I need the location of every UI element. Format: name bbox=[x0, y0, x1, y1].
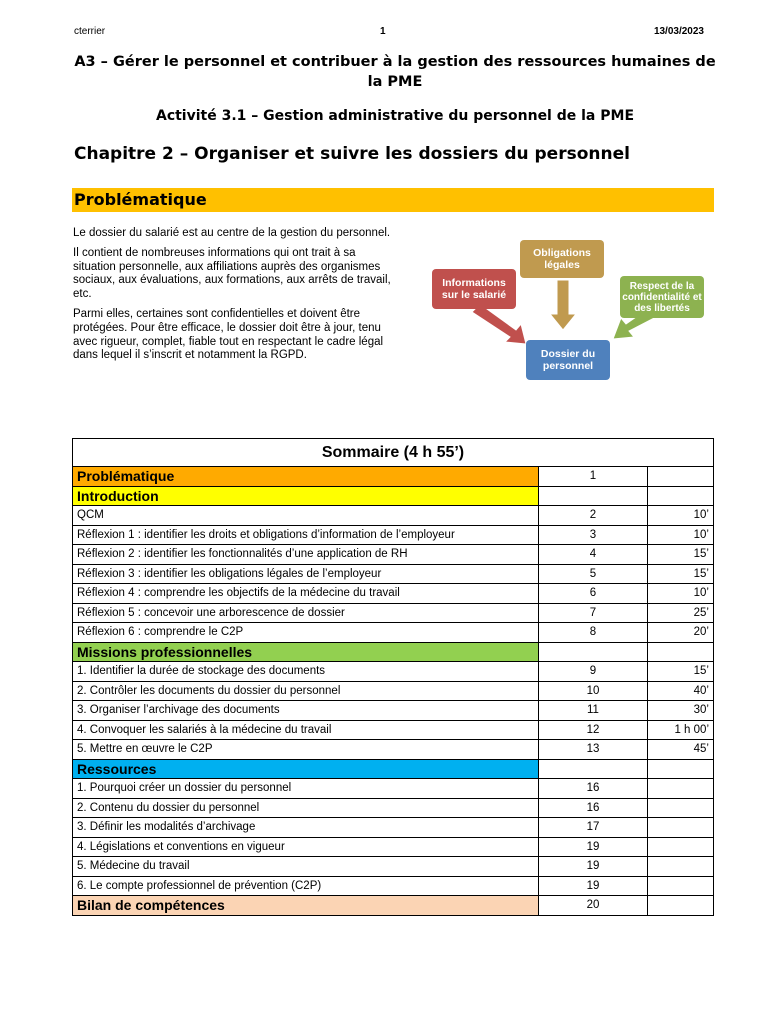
box-respect bbox=[620, 276, 704, 318]
section-row-ressources bbox=[73, 759, 714, 779]
table-row bbox=[73, 837, 714, 857]
section-label: Bilan de compétences bbox=[73, 896, 539, 916]
row-label: Réflexion 5 : concevoir une arborescence de dossier bbox=[73, 603, 539, 623]
section-row-missions bbox=[73, 642, 714, 662]
sommaire-title: Sommaire (4 h 55’) bbox=[73, 439, 714, 467]
row-page: 3 bbox=[539, 525, 648, 545]
row-label: Réflexion 2 : identifier les fonctionnalités d’une application de RH bbox=[73, 545, 539, 565]
table-row bbox=[73, 662, 714, 682]
row-page: 19 bbox=[539, 837, 648, 857]
dossier-diagram bbox=[420, 236, 720, 386]
section-row-introduction bbox=[73, 486, 714, 506]
row-duration: 15’ bbox=[648, 662, 714, 682]
row-page: 19 bbox=[539, 857, 648, 877]
section-duration bbox=[648, 486, 714, 506]
row-label: 1. Identifier la durée de stockage des documents bbox=[73, 662, 539, 682]
row-page: 13 bbox=[539, 740, 648, 760]
table-row bbox=[73, 818, 714, 838]
row-duration bbox=[648, 818, 714, 838]
row-duration: 10’ bbox=[648, 525, 714, 545]
section-label: Problématique bbox=[73, 467, 539, 487]
sommaire-table bbox=[72, 438, 714, 916]
section-duration bbox=[648, 759, 714, 779]
header-date: 13/03/2023 bbox=[653, 26, 704, 37]
header-page-number: 1 bbox=[380, 26, 386, 37]
section-page bbox=[539, 759, 648, 779]
table-row bbox=[73, 876, 714, 896]
arrow-info bbox=[472, 304, 526, 344]
row-duration: 40’ bbox=[648, 681, 714, 701]
row-page: 7 bbox=[539, 603, 648, 623]
section-page bbox=[539, 642, 648, 662]
row-label: 6. Le compte professionnel de prévention (C2P) bbox=[73, 876, 539, 896]
problematique-banner bbox=[72, 188, 714, 212]
row-page: 2 bbox=[539, 506, 648, 526]
row-duration: 10’ bbox=[648, 506, 714, 526]
table-row bbox=[73, 681, 714, 701]
section-duration bbox=[648, 642, 714, 662]
row-duration: 1 h 00’ bbox=[648, 720, 714, 740]
box-dossier-label: Dossier du personnel bbox=[540, 348, 596, 372]
table-row bbox=[73, 779, 714, 799]
table-row bbox=[73, 584, 714, 604]
intro-paragraph-1: Le dossier du salarié est au centre de la gestion du personnel. bbox=[73, 227, 391, 239]
row-duration: 25’ bbox=[648, 603, 714, 623]
row-page: 16 bbox=[539, 779, 648, 799]
box-obligations bbox=[520, 240, 604, 278]
intro-paragraph-3: Parmi elles, certaines sont confidentielles et doivent être protégées. Pour être efficace, le dossier doit être à jour, tenu avec rigueur, complet, fiable tout en respectant le cadre légal dans lequel il s’inscrit et notamment la RGPD. bbox=[73, 307, 384, 362]
row-label: Réflexion 1 : identifier les droits et obligations d’information de l’employeur bbox=[73, 525, 539, 545]
table-row bbox=[73, 857, 714, 877]
row-label: 2. Contenu du dossier du personnel bbox=[73, 798, 539, 818]
table-row bbox=[73, 798, 714, 818]
table-row bbox=[73, 701, 714, 721]
section-row-bilan bbox=[73, 896, 714, 916]
header-author: cterrier bbox=[74, 26, 106, 37]
problematique-text bbox=[73, 227, 393, 369]
table-row bbox=[73, 720, 714, 740]
intro-paragraph-2: Il contient de nombreuses informations qui ont trait à sa situation personnelle, aux affiliations auprès des organismes sociaux, aux évaluations, aux formations, aux arrêts de travail, etc. bbox=[73, 246, 391, 301]
table-row bbox=[73, 740, 714, 760]
row-duration: 15’ bbox=[648, 545, 714, 565]
problematique-heading: Problématique bbox=[74, 190, 207, 209]
table-row bbox=[73, 623, 714, 643]
module-title: A3 – Gérer le personnel et contribuer à la gestion des ressources humaines de la PME bbox=[74, 54, 716, 90]
section-page: 20 bbox=[539, 896, 648, 916]
row-label: 5. Mettre en œuvre le C2P bbox=[73, 740, 539, 760]
box-obligations-label: Obligations légales bbox=[533, 247, 591, 271]
row-duration: 20’ bbox=[648, 623, 714, 643]
row-label: 2. Contrôler les documents du dossier du personnel bbox=[73, 681, 539, 701]
activity-title: Activité 3.1 – Gestion administrative du personnel de la PME bbox=[155, 108, 635, 124]
row-label: 5. Médecine du travail bbox=[73, 857, 539, 877]
section-duration bbox=[648, 467, 714, 487]
row-page: 11 bbox=[539, 701, 648, 721]
row-label: 3. Organiser l’archivage des documents bbox=[73, 701, 539, 721]
row-label: 4. Convoquer les salariés à la médecine du travail bbox=[73, 720, 539, 740]
row-duration bbox=[648, 857, 714, 877]
table-row bbox=[73, 525, 714, 545]
section-page bbox=[539, 486, 648, 506]
row-duration: 10’ bbox=[648, 584, 714, 604]
row-page: 5 bbox=[539, 564, 648, 584]
row-page: 16 bbox=[539, 798, 648, 818]
sommaire-title-row bbox=[73, 439, 714, 467]
row-page: 9 bbox=[539, 662, 648, 682]
row-duration: 30’ bbox=[648, 701, 714, 721]
row-label: 3. Définir les modalités d’archivage bbox=[73, 818, 539, 838]
section-label: Introduction bbox=[73, 486, 539, 506]
row-page: 10 bbox=[539, 681, 648, 701]
row-page: 6 bbox=[539, 584, 648, 604]
row-label: Réflexion 4 : comprendre les objectifs de la médecine du travail bbox=[73, 584, 539, 604]
row-duration bbox=[648, 876, 714, 896]
row-label: 4. Législations et conventions en vigueur bbox=[73, 837, 539, 857]
table-row bbox=[73, 603, 714, 623]
row-page: 17 bbox=[539, 818, 648, 838]
section-label: Ressources bbox=[73, 759, 539, 779]
section-duration bbox=[648, 896, 714, 916]
row-page: 4 bbox=[539, 545, 648, 565]
box-dossier bbox=[526, 340, 610, 380]
row-duration bbox=[648, 779, 714, 799]
section-row-problematique bbox=[73, 467, 714, 487]
row-duration bbox=[648, 837, 714, 857]
row-duration bbox=[648, 798, 714, 818]
section-label: Missions professionnelles bbox=[73, 642, 539, 662]
table-row bbox=[73, 506, 714, 526]
row-duration: 15’ bbox=[648, 564, 714, 584]
row-label: Réflexion 6 : comprendre le C2P bbox=[73, 623, 539, 643]
row-page: 19 bbox=[539, 876, 648, 896]
arrow-obligations bbox=[550, 280, 576, 330]
row-label: QCM bbox=[73, 506, 539, 526]
box-informations-label: Informations sur le salarié bbox=[441, 277, 507, 301]
box-respect-label: Respect de la confidentialité et des libertés bbox=[622, 280, 702, 314]
row-page: 8 bbox=[539, 623, 648, 643]
row-label: 1. Pourquoi créer un dossier du personnel bbox=[73, 779, 539, 799]
table-row bbox=[73, 545, 714, 565]
box-informations bbox=[432, 269, 516, 309]
section-page: 1 bbox=[539, 467, 648, 487]
row-page: 12 bbox=[539, 720, 648, 740]
table-row bbox=[73, 564, 714, 584]
chapter-title: Chapitre 2 – Organiser et suivre les dossiers du personnel bbox=[74, 144, 630, 164]
row-duration: 45’ bbox=[648, 740, 714, 760]
row-label: Réflexion 3 : identifier les obligations légales de l’employeur bbox=[73, 564, 539, 584]
